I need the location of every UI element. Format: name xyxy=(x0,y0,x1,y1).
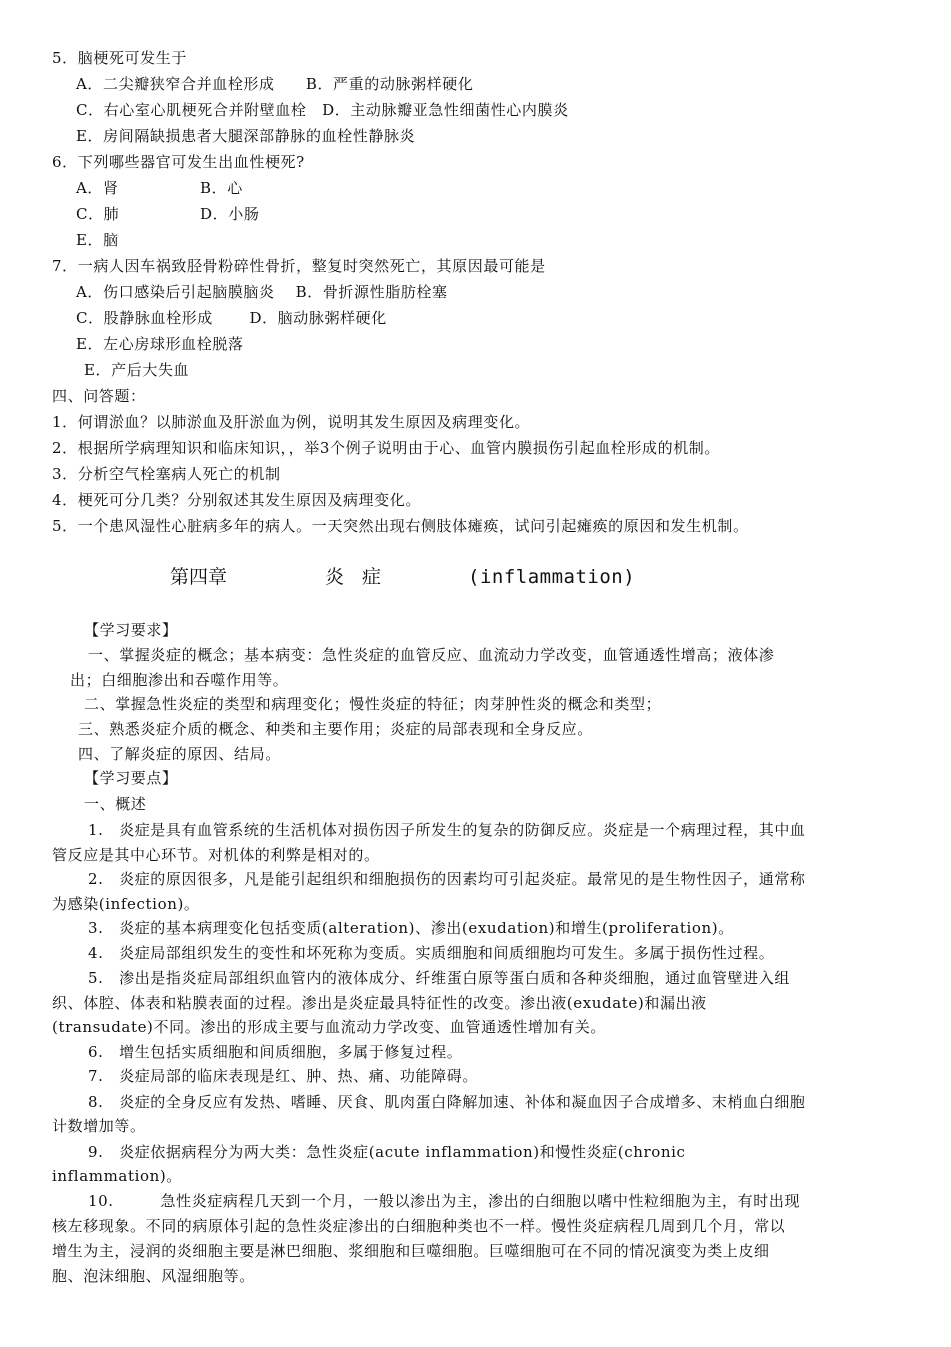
key-point-text: 计数增加等。 xyxy=(52,1117,146,1135)
question-6-option-e: E．脑 xyxy=(76,231,119,249)
question-6-option-c: C．肺 xyxy=(76,205,120,223)
requirements-heading: 【学习要求】 xyxy=(84,621,178,639)
key-point-text: 9. 炎症依据病程分为两大类：急性炎症(acute inflammation)和慢性炎症(chronic xyxy=(88,1143,686,1161)
question-7-options-ab: A．伤口感染后引起脑膜脑炎 B．骨折源性脂肪栓塞 xyxy=(76,283,448,301)
key-point-text: 5. 渗出是指炎症局部组织血管内的液体成分、纤维蛋白原等蛋白质和各种炎细胞，通过血管壁进入组 xyxy=(88,969,790,987)
essay-item: 1．何谓淤血？以肺淤血及肝淤血为例，说明其发生原因及病理变化。 xyxy=(52,413,531,431)
key-point-text: 核左移现象。不同的病原体引起的急性炎症渗出的白细胞种类也不一样。慢性炎症病程几周到几个月，常以 xyxy=(52,1217,786,1235)
key-point-text: (transudate)不同。渗出的形成主要与血流动力学改变、血管通透性增加有关。 xyxy=(52,1018,606,1036)
key-point-text: 7. 炎症局部的临床表现是红、肿、热、痛、功能障碍。 xyxy=(88,1067,478,1085)
requirement-line: 一、掌握炎症的概念；基本病变：急性炎症的血管反应、血流动力学改变，血管通透性增高；液体渗 xyxy=(88,646,775,664)
essay-heading: 四、问答题： xyxy=(52,387,146,405)
essay-item: 2．根据所学病理知识和临床知识，，举3个例子说明由于心、血管内膜损伤引起血栓形成的机制。 xyxy=(52,439,720,457)
requirement-line: 二、掌握急性炎症的类型和病理变化；慢性炎症的特征；肉芽肿性炎的概念和类型； xyxy=(84,695,662,713)
essay-item: 3．分析空气栓塞病人死亡的机制 xyxy=(52,465,281,483)
question-5-options-ab: A．二尖瓣狭窄合并血栓形成 B．严重的动脉粥样硬化 xyxy=(76,75,474,93)
question-6-option-a: A．肾 xyxy=(76,179,119,197)
essay-item: 4．梗死可分几类？分别叙述其发生原因及病理变化。 xyxy=(52,491,421,509)
chapter-number: 第四章 xyxy=(170,566,228,588)
key-point-text: 织、体腔、体表和粘膜表面的过程。渗出是炎症最具特征性的改变。渗出液(exudate)和漏出液 xyxy=(52,994,707,1012)
requirement-line: 四、了解炎症的原因、结局。 xyxy=(78,745,281,763)
key-point-text: 管反应是其中心环节。对机体的利弊是相对的。 xyxy=(52,846,380,864)
question-5-option-e: E．房间隔缺损患者大腿深部静脉的血栓性静脉炎 xyxy=(76,127,416,145)
key-point-text: 4. 炎症局部组织发生的变性和坏死称为变质。实质细胞和间质细胞均可发生。多属于损伤性过程。 xyxy=(88,944,775,962)
question-6-stem: 6．下列哪些器官可发生出血性梗死? xyxy=(52,153,305,171)
key-point-text: 8. 炎症的全身反应有发热、嗜睡、厌食、肌肉蛋白降解加速、补体和凝血因子合成增多、末梢血白细胞 xyxy=(88,1093,806,1111)
key-point-text: 2. 炎症的原因很多，凡是能引起组织和细胞损伤的因素均可引起炎症。最常见的是生物性因子，通常称 xyxy=(88,870,806,888)
key-point-text: 6. 增生包括实质细胞和间质细胞，多属于修复过程。 xyxy=(88,1043,463,1061)
question-5-stem: 5．脑梗死可发生于 xyxy=(52,49,187,67)
chapter-english-name: (inflammation) xyxy=(468,566,636,588)
key-point-text: inflammation)。 xyxy=(52,1167,182,1185)
key-point-text: 1. 炎症是具有血管系统的生活机体对损伤因子所发生的复杂的防御反应。炎症是一个病理过程，其中血 xyxy=(88,821,806,839)
key-point-text: 为感染(infection)。 xyxy=(52,895,200,913)
question-6-option-d: D．小肠 xyxy=(200,205,260,223)
key-point-text: 胞、泡沫细胞、风湿细胞等。 xyxy=(52,1267,255,1285)
key-point-text: 10. 急性炎症病程几天到一个月，一般以渗出为主，渗出的白细胞以嗜中性粒细胞为主，有时出现 xyxy=(88,1192,801,1210)
key-point-text: 增生为主，浸润的炎细胞主要是淋巴细胞、浆细胞和巨噬细胞。巨噬细胞可在不同的情况演变为类上皮细 xyxy=(52,1242,770,1260)
question-7-stem: 7．一病人因车祸致胫骨粉碎性骨折，整复时突然死亡，其原因最可能是 xyxy=(52,257,546,275)
question-5-options-cd: C．右心室心肌梗死合并附壁血栓 D．主动脉瓣亚急性细菌性心内膜炎 xyxy=(76,101,569,119)
requirement-line: 三、熟悉炎症介质的概念、种类和主要作用；炎症的局部表现和全身反应。 xyxy=(78,720,593,738)
essay-item: 5．一个患风湿性心脏病多年的病人。一天突然出现右侧肢体瘫痪，试问引起瘫痪的原因和发生机制。 xyxy=(52,517,749,535)
requirement-line: 出；白细胞渗出和吞噬作用等。 xyxy=(70,671,289,689)
question-7-options-cd: C．股静脉血栓形成 D．脑动脉粥样硬化 xyxy=(76,309,387,327)
question-6-option-b: B．心 xyxy=(200,179,243,197)
question-7-option-e: E．左心房球形血栓脱落 xyxy=(76,335,244,353)
key-points-heading: 【学习要点】 xyxy=(84,769,178,787)
key-point-text: 3. 炎症的基本病理变化包括变质(alteration)、渗出(exudation)和增生(proliferation)。 xyxy=(88,919,734,937)
question-7-option-e-extra: E．产后大失血 xyxy=(84,361,190,379)
key-points-subheading: 一、概述 xyxy=(84,795,147,813)
chapter-name: 炎 症 xyxy=(325,566,388,588)
